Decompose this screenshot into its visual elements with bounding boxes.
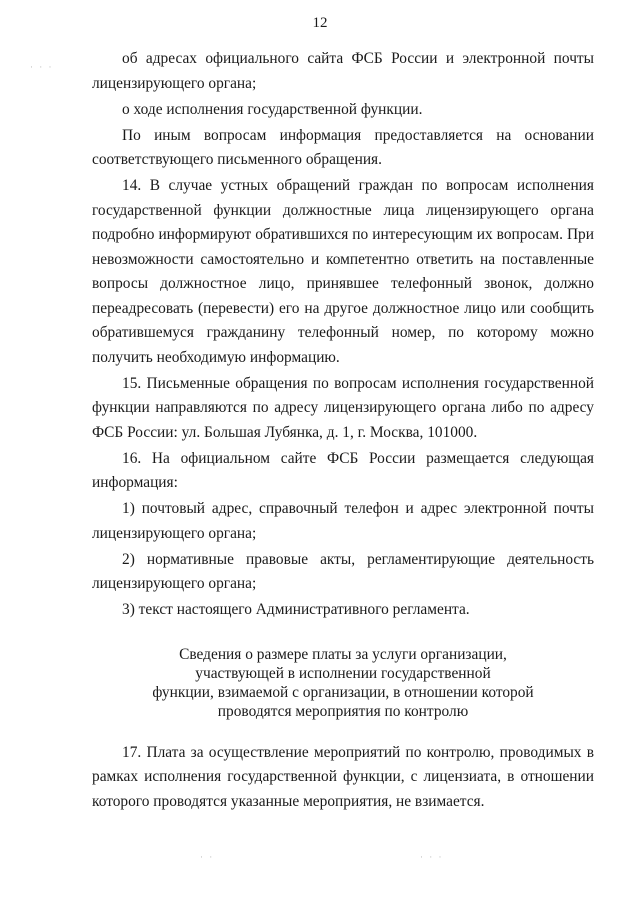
paragraph-other-questions: По иным вопросам информация предоставляется на основании соответствующего письменного обращения. (92, 126, 594, 168)
heading-line: участвующей в исполнении государственной (195, 664, 491, 682)
scan-artifact: · · · (420, 852, 444, 862)
paragraph-17: 17. Плата за осуществление мероприятий по контролю, проводимых в рамках исполнения государственной функции, с лицензиата, в отношении которого проводятся указанные мероприятия, не взимается. (92, 743, 594, 810)
paragraph-site-addresses: об адресах официального сайта ФСБ России и электронной почты лицензирующего органа; (92, 50, 594, 92)
page-number: 12 (312, 15, 328, 31)
paragraph-16: 16. На официальном сайте ФСБ России размещается следующая информация: (92, 449, 594, 491)
heading-line: функции, взимаемой с организации, в отношении которой (152, 683, 534, 701)
scan-artifact: · · (200, 852, 215, 862)
paragraph-14: 14. В случае устных обращений граждан по вопросам исполнения государственной функции должностные лица лицензирующего органа подробно информируют обратившихся по интересующим их вопросам. При невозможности самостоятельно и компетентно ответить на поставленные вопросы должностное лицо, принявшее телефонный звонок, должно переадресовать (перевести) его на другое должностное лицо или сообщить обратившемуся гражданину телефонный номер, по которому можно получить необходимую информацию. (92, 177, 594, 366)
document-body (92, 47, 594, 814)
list-item-16-2: 2) нормативные правовые акты, регламентирующие деятельность лицензирующего органа; (92, 550, 594, 592)
list-item-16-1: 1) почтовый адрес, справочный телефон и адрес электронной почты лицензирующего органа; (92, 500, 594, 542)
heading-line: проводятся мероприятия по контролю (217, 702, 469, 720)
scan-artifact: · · · (30, 62, 54, 72)
paragraph-progress: о ходе исполнения государственной функции. (122, 100, 423, 118)
list-item-16-3: 3) текст настоящего Административного регламента. (122, 601, 470, 618)
heading-line: Сведения о размере платы за услуги организации, (179, 645, 507, 663)
paragraph-15: 15. Письменные обращения по вопросам исполнения государственной функции направляются по адресу лицензирующего органа либо по адресу ФСБ России: ул. Большая Лубянка, д. 1, г. Москва, 101000. (92, 374, 594, 441)
section-heading (92, 645, 594, 721)
